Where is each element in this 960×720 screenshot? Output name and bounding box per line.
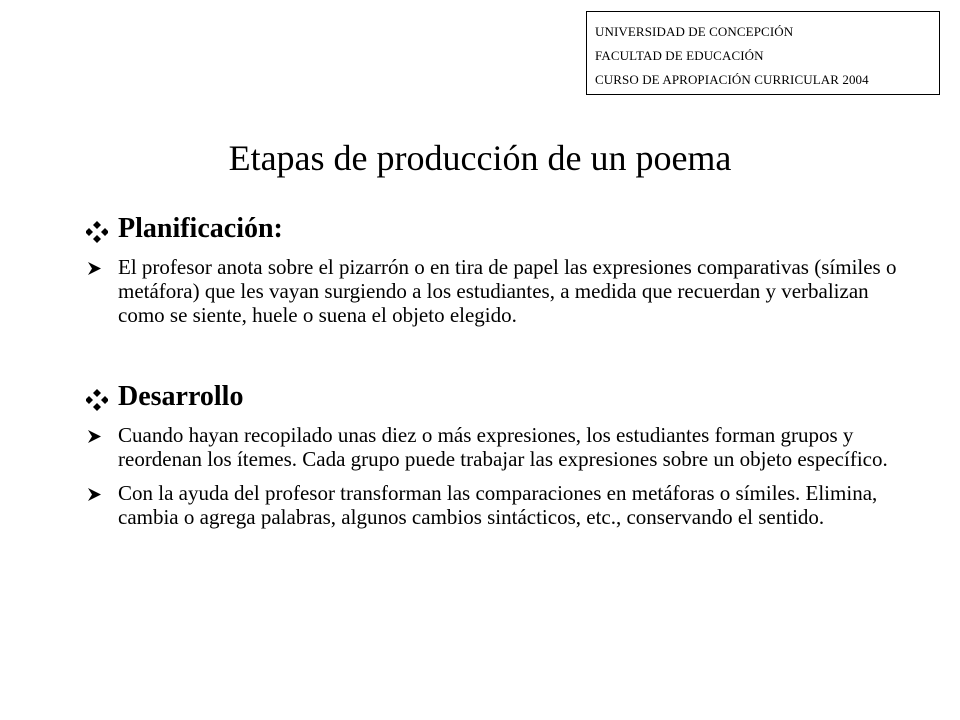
bullet-item: [84, 255, 904, 327]
arrow-bullet-icon: [87, 429, 102, 444]
section-heading-label: Desarrollo: [118, 381, 244, 412]
header-faculty: FACULTAD DE EDUCACIÓN: [595, 48, 764, 63]
header-university: UNIVERSIDAD DE CONCEPCIÓN: [595, 24, 794, 39]
slide-title: Etapas de producción de un poema: [228, 138, 732, 178]
bullet-item: [84, 481, 904, 529]
section-planificacion: [84, 211, 904, 327]
arrow-bullet-icon: [87, 487, 102, 502]
section-heading-label: Planificación:: [118, 213, 283, 244]
section-heading-planificacion: [84, 211, 904, 247]
section-heading-desarrollo: [84, 379, 904, 415]
bullet-item: [84, 423, 904, 471]
bullet-text: Con la ayuda del profesor transforman las comparaciones en metáforas o símiles. Elimina, cambia o agrega palabras, algunos cambios sintácticos, etc., conservando el sentido.: [118, 481, 878, 529]
diamond-bullet-icon: [86, 221, 108, 243]
bullet-text: Cuando hayan recopilado unas diez o más expresiones, los estudiantes forman grupos y reordenan los ítemes. Cada grupo puede trabajar las expresiones sobre un objeto específico.: [118, 423, 888, 471]
section-desarrollo: [84, 379, 904, 529]
arrow-bullet-icon: [87, 261, 102, 276]
bullet-text: El profesor anota sobre el pizarrón o en tira de papel las expresiones comparativas (símiles o metáfora) que les vayan surgiendo a los estudiantes, a medida que recuerdan y verbalizan como se siente, huele o suena el objeto elegido.: [118, 255, 897, 327]
institution-header-box: [586, 11, 940, 95]
diamond-bullet-icon: [86, 389, 108, 411]
header-course: CURSO DE APROPIACIÓN CURRICULAR 2004: [595, 72, 869, 87]
